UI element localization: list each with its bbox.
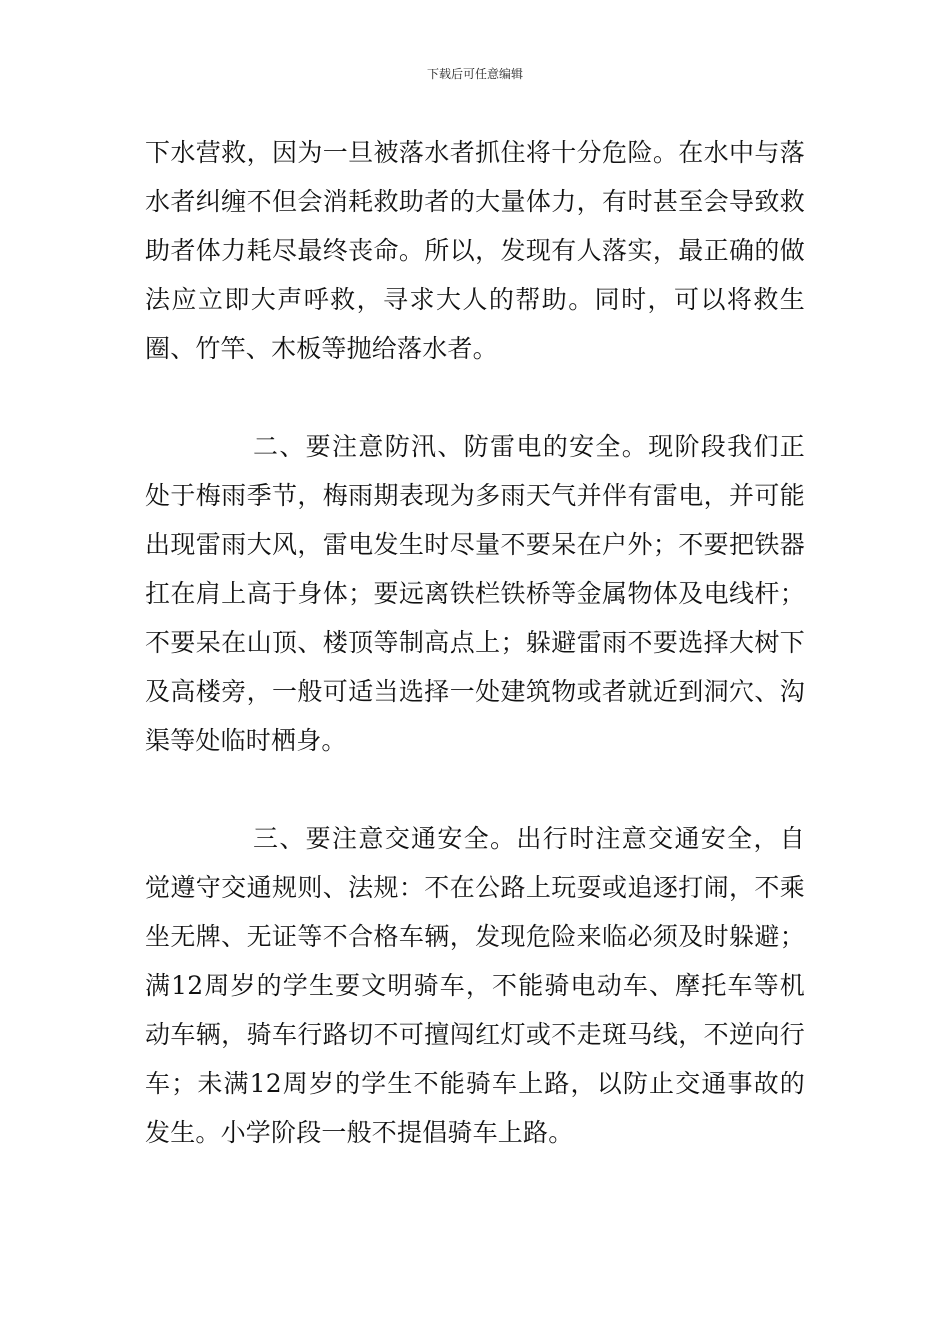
page-header-note: 下载后可任意编辑 (426, 67, 523, 81)
document-body (145, 128, 805, 1157)
paragraph-rescue-advice: 下水营救，因为一旦被落水者抓住将十分危险。在水中与落水者纠缠不但会消耗救助者的大量体力，有时甚至会导致救助者体力耗尽最终丧命。所以，发现有人落实，最正确的做法应立即大声呼救，寻求大人的帮助。同时，可以将救生圈、竹竿、木板等抛给落水者。 (145, 138, 805, 363)
paragraph-traffic-safety: 三、要注意交通安全。出行时注意交通安全，自觉遵守交通规则、法规：不在公路上玩耍或追逐打闹，不乘坐无牌、无证等不合格车辆，发现危险来临必须及时躲避；满12周岁的学生要文明骑车，不能骑电动车、摩托车等机动车辆，骑车行路切不可擅闯红灯或不走斑马线，不逆向行车；未满12周岁的学生不能骑车上路，以防止交通事故的发生。小学阶段一般不提倡骑车上路。 (145, 824, 805, 1147)
paragraph-flood-lightning-safety: 二、要注意防汛、防雷电的安全。现阶段我们正处于梅雨季节，梅雨期表现为多雨天气并伴有雷电，并可能出现雷雨大风，雷电发生时尽量不要呆在户外；不要把铁器扛在肩上高于身体；要远离铁栏铁桥等金属物体及电线杆；不要呆在山顶、楼顶等制高点上；躲避雷雨不要选择大树下及高楼旁，一般可适当选择一处建筑物或者就近到洞穴、沟渠等处临时栖身。 (145, 432, 805, 755)
paragraph-spacer (145, 373, 805, 422)
paragraph-spacer (145, 765, 805, 814)
